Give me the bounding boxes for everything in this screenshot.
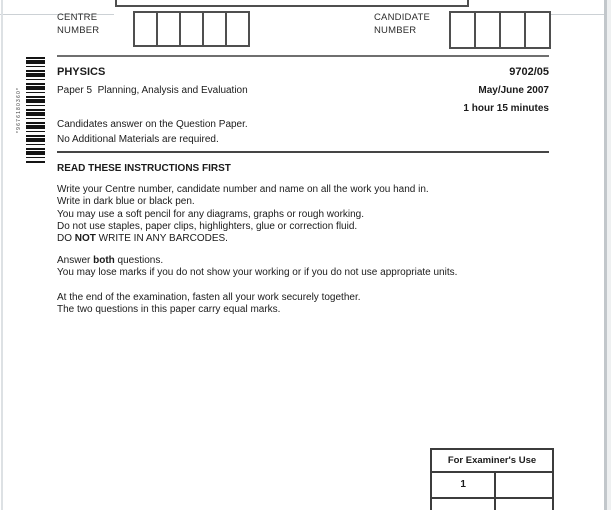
exam-duration: 1 hour 15 minutes [463,103,549,114]
candidate-number-label [374,11,430,37]
subject-code-line [57,66,549,78]
candidate-number-cell [526,13,549,47]
centre-number-cell [135,13,158,45]
examiner-use-table [430,448,554,510]
instruction-line: At the end of the examination, fasten all your work securely together. [57,292,361,303]
instructions-paragraph-2 [57,255,557,280]
paper-title-line [57,85,549,96]
materials-line-2: No Additional Materials are required. [57,133,219,145]
centre-number-cell [204,13,227,45]
question-number-cell: 1 [432,473,496,497]
centre-number-label [57,11,99,37]
scan-edge-line-right [550,14,604,15]
instructions-paragraph-3 [57,292,557,317]
mark-cell [496,473,552,497]
materials-note [57,119,557,146]
centre-number-label-line2: NUMBER [57,25,100,36]
centre-number-label-line1: CENTRE [57,12,98,23]
question-number-cell [432,499,496,510]
candidate-number-cell [476,13,501,47]
instruction-line: Write in dark blue or black pen. [57,196,195,208]
instruction-line: Do not use staples, paper clips, highlighters, glue or correction fluid. [57,220,358,232]
barcode-icon [26,57,45,163]
centre-number-cell [227,13,248,45]
instruction-line: You may lose marks if you do not show your working or if you do not use appropriate units. [57,267,458,279]
instruction-line: Answer both questions. [57,255,164,266]
instructions-divider-rule [57,151,549,153]
subject-title: PHYSICS [57,66,106,78]
examiner-table-row [432,499,552,510]
instruction-line: The two questions in this paper carry equal marks. [57,304,281,316]
instruction-line: Write your Centre number, candidate number and name on all the work you hand in. [57,184,429,195]
instruction-line: You may use a soft pencil for any diagrams, graphs or rough working. [57,208,365,220]
exam-session: May/June 2007 [478,85,549,96]
instruction-line: DO NOT WRITE IN ANY BARCODES. [57,233,228,245]
examiner-table-title: For Examiner's Use [432,450,552,473]
barcode-number: *9676180360* [16,86,22,134]
mark-cell [496,499,552,510]
instructions-paragraph-1 [57,184,557,245]
examiner-table-row [432,473,552,499]
scan-left-edge [1,0,3,510]
candidate-number-cell [451,13,476,47]
instructions-heading: READ THESE INSTRUCTIONS FIRST [57,163,231,174]
header-divider-rule [57,55,549,57]
candidate-number-boxes [449,11,551,49]
scan-right-edge [604,0,611,510]
materials-line-1: Candidates answer on the Question Paper. [57,119,248,130]
candidate-number-label-line1: CANDIDATE [374,12,430,23]
paper-title: Paper 5 Planning, Analysis and Evaluation [57,85,248,96]
candidate-number-label-line2: NUMBER [374,25,417,36]
paper-code: 9702/05 [509,66,549,78]
centre-number-cell [181,13,204,45]
candidate-number-cell [501,13,526,47]
centre-number-cell [158,13,181,45]
duration-line [57,103,549,114]
candidate-name-box [115,0,469,7]
centre-number-boxes [133,11,250,47]
